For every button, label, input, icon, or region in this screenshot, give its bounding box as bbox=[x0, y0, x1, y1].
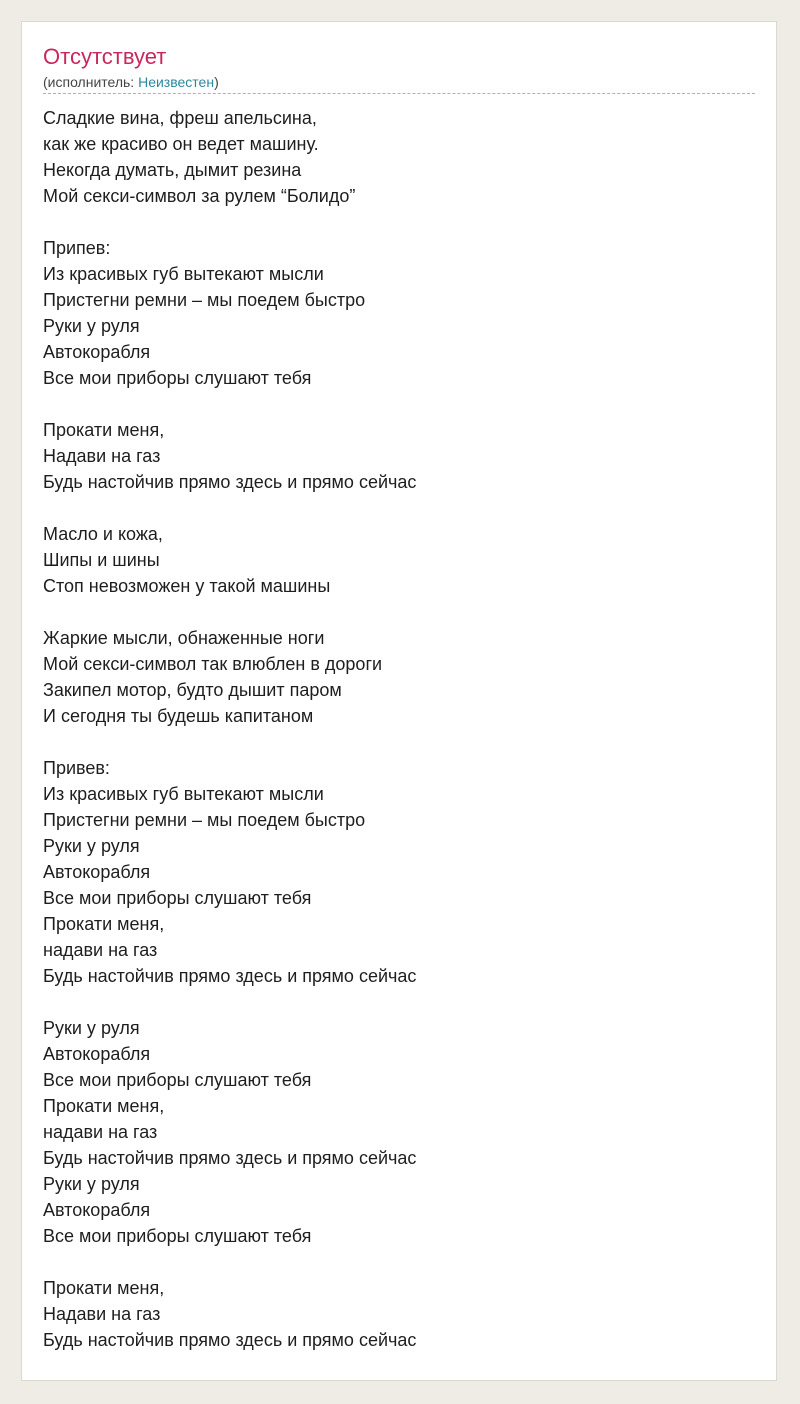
lyric-line: Масло и кожа, bbox=[43, 524, 163, 544]
artist-suffix: ) bbox=[214, 74, 219, 90]
stanza-gap bbox=[43, 495, 416, 521]
lyric-line: Автокорабля bbox=[43, 1200, 151, 1220]
lyric-line: как же красиво он ведет машину. bbox=[43, 134, 319, 154]
lyric-line: Прокати меня, bbox=[43, 420, 165, 440]
lyric-line: Надави на газ bbox=[43, 446, 161, 466]
lyric-line: Руки у руля bbox=[43, 1174, 140, 1194]
lyric-line: Будь настойчив прямо здесь и прямо сейчас bbox=[43, 1330, 417, 1350]
lyric-line: Надави на газ bbox=[43, 1304, 161, 1324]
lyric-line: Все мои приборы слушают тебя bbox=[43, 1070, 312, 1090]
lyric-line: Из красивых губ вытекают мысли bbox=[43, 264, 324, 284]
lyric-line: Будь настойчив прямо здесь и прямо сейчас bbox=[43, 1148, 417, 1168]
lyric-line: Руки у руля bbox=[43, 836, 140, 856]
lyric-line: Закипел мотор, будто дышит паром bbox=[43, 680, 342, 700]
lyric-line: Автокорабля bbox=[43, 1044, 151, 1064]
stanza-gap bbox=[43, 1249, 416, 1275]
lyric-line: Все мои приборы слушают тебя bbox=[43, 888, 312, 908]
lyric-line: Будь настойчив прямо здесь и прямо сейчас bbox=[43, 966, 417, 986]
song-title: Отсутствует bbox=[43, 44, 167, 69]
lyric-line: И сегодня ты будешь капитаном bbox=[43, 706, 314, 726]
lyric-line: Шипы и шины bbox=[43, 550, 160, 570]
lyric-line: Все мои приборы слушают тебя bbox=[43, 1226, 312, 1246]
lyric-line: Пристегни ремни – мы поедем быстро bbox=[43, 810, 366, 830]
lyric-line: Все мои приборы слушают тебя bbox=[43, 368, 312, 388]
lyric-line: Руки у руля bbox=[43, 1018, 140, 1038]
lyric-line: Прокати меня, bbox=[43, 1096, 165, 1116]
lyric-line: надави на газ bbox=[43, 1122, 158, 1142]
lyric-line: Автокорабля bbox=[43, 862, 151, 882]
artist-prefix: (исполнитель: bbox=[43, 74, 139, 90]
lyrics-card bbox=[21, 21, 777, 1381]
lyric-line: Припев: bbox=[43, 238, 111, 258]
lyric-line: Из красивых губ вытекают мысли bbox=[43, 784, 324, 804]
stanza-gap bbox=[43, 599, 416, 625]
lyric-line: Будь настойчив прямо здесь и прямо сейчас bbox=[43, 472, 417, 492]
stanza-gap bbox=[43, 729, 416, 755]
title-divider bbox=[43, 93, 755, 94]
stanza-gap bbox=[43, 989, 416, 1015]
lyric-line: Пристегни ремни – мы поедем быстро bbox=[43, 290, 366, 310]
lyric-line: Мой секси-символ так влюблен в дороги bbox=[43, 654, 383, 674]
lyric-line: Стоп невозможен у такой машины bbox=[43, 576, 331, 596]
artist-line bbox=[43, 73, 219, 91]
lyric-line: надави на газ bbox=[43, 940, 158, 960]
lyric-line: Прокати меня, bbox=[43, 1278, 165, 1298]
lyric-line: Привев: bbox=[43, 758, 110, 778]
lyric-line: Автокорабля bbox=[43, 342, 151, 362]
lyric-line: Некогда думать, дымит резина bbox=[43, 160, 302, 180]
lyric-line: Прокати меня, bbox=[43, 914, 165, 934]
lyric-line: Мой секси-символ за рулем “Болидо” bbox=[43, 186, 356, 206]
artist-link[interactable]: Неизвестен bbox=[138, 74, 215, 90]
lyric-line: Руки у руля bbox=[43, 316, 140, 336]
lyric-line: Сладкие вина, фреш апельсина, bbox=[43, 108, 317, 128]
lyrics-text bbox=[43, 105, 416, 1353]
stanza-gap bbox=[43, 391, 416, 417]
lyric-line: Жаркие мысли, обнаженные ноги bbox=[43, 628, 325, 648]
stanza-gap bbox=[43, 209, 416, 235]
